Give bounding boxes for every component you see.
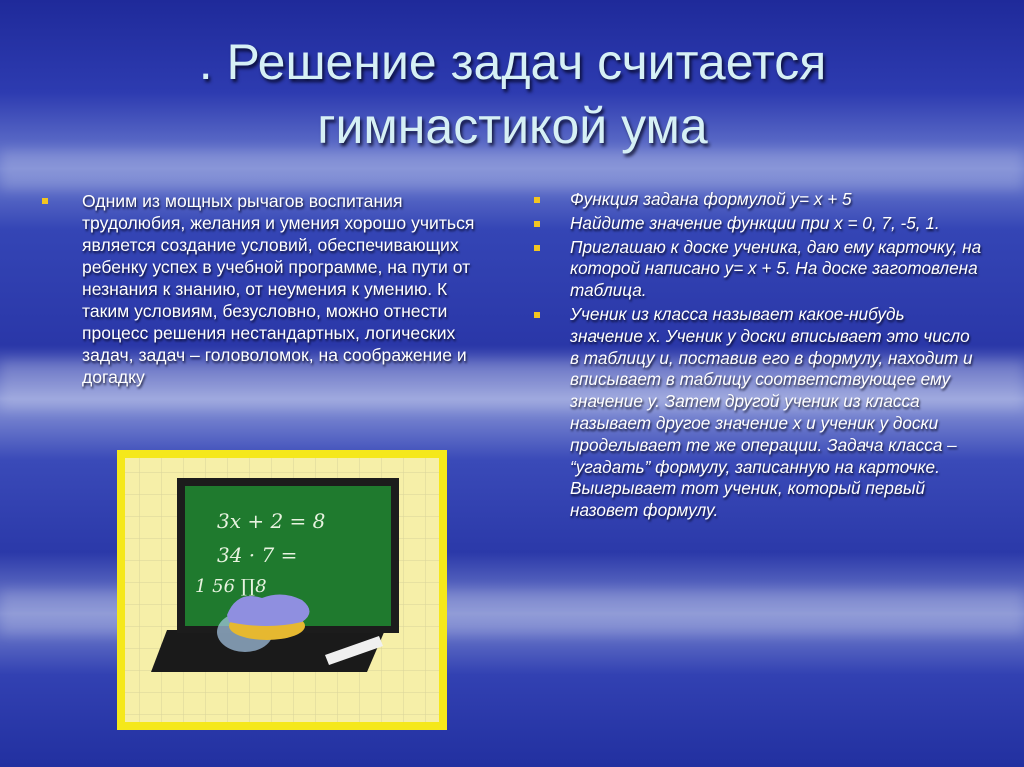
board-line-3: 1 56 ∏8 <box>195 576 267 597</box>
bullet-icon <box>534 221 540 227</box>
right-list-item-text: Ученик из класса называет какое-нибудь значение х. Ученик у доски вписывает это число в таблицу и, поставив его в формулу, находит и вписывает в таблицу соответствующее ему значение у. Затем другой ученик из класса называет другое значение х и ученик у доски проделывает те же операции. Задача класса – “угадать” формулу, записанную на карточке. Выигрывает тот ученик, который первый назовет формулу. <box>570 303 973 521</box>
right-list-item <box>532 237 982 302</box>
left-paragraph: Одним из мощных рычагов воспитания трудолюбия, желания и умения хорошо учиться является создание условий, обеспечивающих ребенку успех в учебной программе, на пути от незнания к знанию, от неумения к умению. К таким условиям, безусловно, можно отнести процесс решения нестандартных, логических задач, задач – головоломок, на соображение и догадку <box>82 191 475 387</box>
slide-title <box>90 30 935 158</box>
right-list-item <box>532 304 982 522</box>
bullet-icon <box>42 198 48 204</box>
left-text-block <box>42 190 497 388</box>
sponge-icon <box>227 594 310 626</box>
slide-title-line-2: гимнастикой ума <box>317 98 708 154</box>
bullet-icon <box>534 197 540 203</box>
right-list-item <box>532 189 982 211</box>
right-list <box>532 189 982 524</box>
bullet-icon <box>534 312 540 318</box>
bullet-icon <box>534 245 540 251</box>
left-bullet-item <box>42 190 497 388</box>
board-line-2: 34 · 7 = <box>217 543 298 567</box>
right-list-item-text: Приглашаю к доске ученика, даю ему карточку, на которой написано у= х + 5. На доске заготовлена таблица. <box>570 236 982 301</box>
right-list-item-text: Найдите значение функции при х = 0, 7, -5, 1. <box>570 212 940 233</box>
slide-title-line-1: . Решение задач считается <box>198 34 827 90</box>
chalkboard-illustration <box>117 450 447 730</box>
right-list-item-text: Функция задана формулой у= х + 5 <box>570 189 852 209</box>
board-line-1: 3x + 2 = 8 <box>217 509 326 533</box>
right-list-item <box>532 213 982 235</box>
